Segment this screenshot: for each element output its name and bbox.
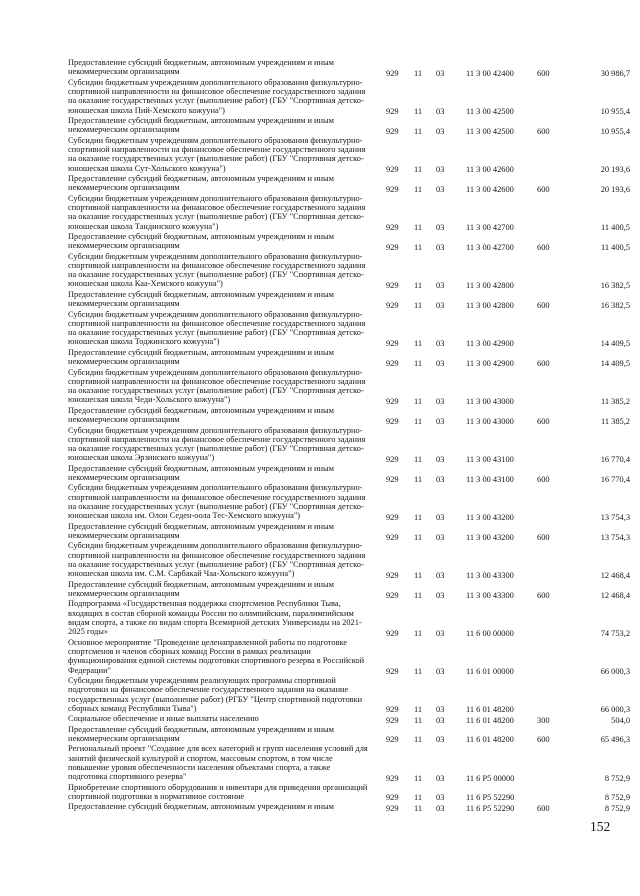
subsection-code: 03 [436, 300, 445, 310]
table-row [0, 714, 640, 723]
target-article-code: 11 3 00 43200 [466, 512, 514, 522]
ministry-code: 929 [386, 358, 399, 368]
target-article-code: 11 6 01 48200 [466, 705, 514, 715]
description-line: некоммерческим организациям [68, 415, 180, 425]
description-line: юношеская школа Тоджинского кожууна") [68, 337, 220, 347]
amount-value: 8 752,9 [604, 773, 630, 783]
description-line: Субсидии бюджетным учреждениям реализующих программы спортивной [68, 675, 336, 685]
description-line: на оказание государственных услуг (выполнение работ) (ГБУ "Спортивная детско- [68, 444, 364, 454]
ministry-code: 929 [386, 793, 399, 803]
description-line: спортивной направленности на финансовое обеспечение государственного задания [68, 550, 366, 560]
subsection-code: 03 [436, 107, 445, 117]
row-description [68, 348, 378, 367]
description-line: Субсидии бюджетным учреждениям дополнительного образования физкультурно- [68, 367, 363, 377]
row-description [68, 580, 378, 599]
row-description [68, 252, 378, 289]
description-line: некоммерческим организациям [68, 473, 180, 483]
target-article-code: 11 3 00 42600 [466, 184, 514, 194]
row-description [68, 116, 378, 135]
section-code: 11 [414, 773, 423, 783]
ministry-code: 929 [386, 628, 399, 638]
section-code: 11 [414, 474, 423, 484]
subsection-code: 03 [436, 628, 445, 638]
description-line: Социальное обеспечение и иные выплаты населению [68, 714, 259, 724]
section-code: 11 [414, 280, 423, 290]
description-line: Подпрограмма «Государственная поддержка спортсменов Республики Тыва, [68, 599, 341, 609]
amount-value: 12 468,4 [600, 590, 630, 600]
description-line: юношеская школа Каа-Хемского кожууна") [68, 279, 223, 289]
description-line: Региональный проект "Создание для всех категорий и групп населения условий для [68, 744, 368, 754]
ministry-code: 929 [386, 126, 399, 136]
amount-value: 11 400,5 [600, 242, 630, 252]
subsection-code: 03 [436, 242, 445, 252]
section-code: 11 [414, 735, 423, 745]
target-article-code: 11 3 00 42600 [466, 165, 514, 175]
subsection-code: 03 [436, 793, 445, 803]
row-description [68, 522, 378, 541]
description-line: Предоставление субсидий бюджетным, автономным учреждениям и иным [68, 58, 334, 67]
section-code: 11 [414, 793, 423, 803]
table-row [0, 426, 640, 463]
table-row [0, 174, 640, 193]
description-line: подготовки на финансовое обеспечение государственного задания на оказание [68, 685, 349, 695]
table-row [0, 599, 640, 636]
target-article-code: 11 3 00 42800 [466, 300, 514, 310]
subsection-code: 03 [436, 773, 445, 783]
budget-table [0, 58, 640, 813]
row-description [68, 541, 378, 578]
target-article-code: 11 3 00 43000 [466, 396, 514, 406]
amount-value: 30 986,7 [600, 68, 630, 78]
amount-value: 13 754,3 [600, 532, 630, 542]
description-line: на оказание государственных услуг (выполнение работ) (ГБУ "Спортивная детско- [68, 502, 364, 512]
target-article-code: 11 6 P5 00000 [466, 773, 515, 783]
ministry-code: 929 [386, 184, 399, 194]
description-line: Субсидии бюджетным учреждениям дополнительного образования физкультурно- [68, 193, 363, 203]
target-article-code: 11 3 00 43100 [466, 454, 514, 464]
section-code: 11 [414, 184, 423, 194]
table-row [0, 802, 640, 811]
row-description [68, 232, 378, 251]
row-description [68, 783, 378, 802]
table-row [0, 310, 640, 347]
amount-value: 14 409,5 [600, 338, 630, 348]
row-description [68, 599, 378, 636]
table-row [0, 541, 640, 578]
description-line: Субсидии бюджетным учреждениям дополнительного образования физкультурно- [68, 309, 363, 319]
subsection-code: 03 [436, 454, 445, 464]
description-line: Субсидии бюджетным учреждениям дополнительного образования физкультурно- [68, 135, 363, 145]
target-article-code: 11 3 00 42900 [466, 338, 514, 348]
description-line: некоммерческим организациям [68, 299, 180, 309]
table-row [0, 744, 640, 781]
row-description [68, 714, 378, 723]
target-article-code: 11 6 01 00000 [466, 667, 514, 677]
subsection-code: 03 [436, 280, 445, 290]
amount-value: 20 193,6 [600, 184, 630, 194]
subsection-code: 03 [436, 590, 445, 600]
description-line: Основное мероприятие "Проведение целенаправленной работы по подготовке [68, 637, 348, 647]
section-code: 11 [414, 715, 423, 725]
target-article-code: 11 3 00 43300 [466, 570, 514, 580]
subsection-code: 03 [436, 165, 445, 175]
expense-type-code: 600 [537, 735, 550, 745]
amount-value: 11 385,2 [600, 416, 630, 426]
subsection-code: 03 [436, 184, 445, 194]
description-line: на оказание государственных услуг (выполнение работ) (ГБУ "Спортивная детско- [68, 328, 364, 338]
description-line: спортивной направленности на финансовое обеспечение государственного задания [68, 492, 366, 502]
target-article-code: 11 3 00 43100 [466, 474, 514, 484]
target-article-code: 11 6 P5 52290 [466, 793, 515, 803]
amount-value: 16 770,4 [600, 454, 630, 464]
expense-type-code: 600 [537, 68, 550, 78]
ministry-code: 929 [386, 532, 399, 542]
amount-value: 8 752,9 [604, 793, 630, 803]
target-article-code: 11 3 00 43300 [466, 590, 514, 600]
description-line: на оказание государственных услуг (выполнение работ) (ГБУ "Спортивная детско- [68, 154, 364, 164]
target-article-code: 11 3 00 42800 [466, 280, 514, 290]
description-line: Предоставление субсидий бюджетным, автономным учреждениям и иным [68, 347, 334, 357]
expense-type-code: 600 [537, 184, 550, 194]
table-row [0, 580, 640, 599]
subsection-code: 03 [436, 667, 445, 677]
subsection-code: 03 [436, 338, 445, 348]
row-description [68, 426, 378, 463]
amount-value: 20 193,6 [600, 165, 630, 175]
table-row [0, 676, 640, 713]
description-line: сборных команд Республики Тыва") [68, 703, 197, 713]
description-line: спортивной направленности на финансовое обеспечение государственного задания [68, 144, 366, 154]
description-line: видам спорта, а также по видам спорта Всемирной детских Универсиады на 2021- [68, 618, 362, 627]
row-description [68, 676, 378, 713]
ministry-code: 929 [386, 667, 399, 677]
amount-value: 66 000,3 [600, 667, 630, 677]
description-line: юношеская школа Пий-Хемского кожууна") [68, 105, 225, 115]
ministry-code: 929 [386, 242, 399, 252]
description-line: Субсидии бюджетным учреждениям дополнительного образования физкультурно- [68, 425, 363, 435]
description-line: спортивной направленности на финансовое обеспечение государственного задания [68, 376, 366, 386]
expense-type-code: 300 [537, 715, 550, 725]
page-number: 152 [590, 819, 611, 834]
table-row [0, 78, 640, 115]
subsection-code: 03 [436, 416, 445, 426]
description-line: спортсменов и членов сборных команд России в рамках реализации [68, 646, 311, 656]
row-description [68, 464, 378, 483]
description-line: некоммерческим организациям [68, 589, 180, 599]
description-line: повышение уровня обеспеченности населения объектами спорта, а также [68, 762, 331, 772]
row-description [68, 58, 378, 77]
table-row [0, 522, 640, 541]
amount-value: 10 955,4 [600, 107, 630, 117]
row-description [68, 406, 378, 425]
target-article-code: 11 3 00 42700 [466, 223, 514, 233]
amount-value: 504,0 [611, 715, 630, 725]
subsection-code: 03 [436, 68, 445, 78]
amount-value: 8 752,9 [604, 803, 630, 813]
ministry-code: 929 [386, 416, 399, 426]
section-code: 11 [414, 628, 423, 638]
description-line: подготовка спортивного резерва" [68, 772, 187, 782]
description-line: Предоставление субсидий бюджетным, автономным учреждениям и иным [68, 173, 334, 183]
expense-type-code: 600 [537, 803, 550, 813]
amount-value: 14 409,5 [600, 358, 630, 368]
ministry-code: 929 [386, 68, 399, 78]
subsection-code: 03 [436, 396, 445, 406]
expense-type-code: 600 [537, 358, 550, 368]
description-line: юношеская школа им. Олон Седен-оола Тес-Хемского кожууна") [68, 511, 301, 521]
table-row [0, 348, 640, 367]
table-row [0, 406, 640, 425]
amount-value: 16 382,5 [600, 280, 630, 290]
section-code: 11 [414, 223, 423, 233]
description-line: входящих в состав сборной команды России по олимпийским, паралимпийским [68, 608, 354, 618]
description-line: некоммерческим организациям [68, 357, 180, 367]
description-line: Предоставление субсидий бюджетным, автономным учреждениям и иным [68, 579, 334, 589]
target-article-code: 11 3 00 42900 [466, 358, 514, 368]
description-line: юношеская школа Эрзинского кожууна") [68, 453, 215, 463]
description-line: юношеская школа Тандинского кожууна") [68, 221, 219, 231]
section-code: 11 [414, 512, 423, 522]
description-line: Субсидии бюджетным учреждениям дополнительного образования физкультурно- [68, 251, 363, 261]
ministry-code: 929 [386, 474, 399, 484]
table-row [0, 783, 640, 802]
row-description [68, 194, 378, 231]
description-line: Предоставление субсидий бюджетным, автономным учреждениям и иным [68, 405, 334, 415]
ministry-code: 929 [386, 705, 399, 715]
row-description [68, 136, 378, 173]
description-line: Субсидии бюджетным учреждениям дополнительного образования физкультурно- [68, 483, 363, 493]
description-line: некоммерческим организациям [68, 733, 180, 743]
target-article-code: 11 6 P5 52290 [466, 803, 515, 813]
table-row [0, 252, 640, 289]
section-code: 11 [414, 165, 423, 175]
section-code: 11 [414, 532, 423, 542]
amount-value: 16 382,5 [600, 300, 630, 310]
section-code: 11 [414, 667, 423, 677]
ministry-code: 929 [386, 165, 399, 175]
table-row [0, 58, 640, 77]
ministry-code: 929 [386, 773, 399, 783]
ministry-code: 929 [386, 396, 399, 406]
description-line: некоммерческим организациям [68, 183, 180, 193]
target-article-code: 11 6 01 48200 [466, 715, 514, 725]
section-code: 11 [414, 454, 423, 464]
row-description [68, 310, 378, 347]
section-code: 11 [414, 358, 423, 368]
section-code: 11 [414, 396, 423, 406]
description-line: спортивной направленности на финансовое обеспечение государственного задания [68, 202, 366, 212]
section-code: 11 [414, 803, 423, 813]
description-line: на оказание государственных услуг (выполнение работ) (ГБУ "Спортивная детско- [68, 212, 364, 222]
ministry-code: 929 [386, 107, 399, 117]
expense-type-code: 600 [537, 474, 550, 484]
description-line: спортивной направленности на финансовое обеспечение государственного задания [68, 86, 366, 96]
row-description [68, 174, 378, 193]
target-article-code: 11 3 00 42400 [466, 68, 514, 78]
expense-type-code: 600 [537, 300, 550, 310]
description-line: 2025 годы» [68, 627, 109, 637]
row-description [68, 638, 378, 675]
subsection-code: 03 [436, 803, 445, 813]
subsection-code: 03 [436, 512, 445, 522]
table-row [0, 136, 640, 173]
amount-value: 12 468,4 [600, 570, 630, 580]
ministry-code: 929 [386, 570, 399, 580]
description-line: Федерации" [68, 665, 111, 675]
section-code: 11 [414, 416, 423, 426]
description-line: спортивной направленности на финансовое обеспечение государственного задания [68, 434, 366, 444]
section-code: 11 [414, 338, 423, 348]
description-line: Предоставление субсидий бюджетным, автономным учреждениям и иным [68, 724, 334, 734]
description-line: на оказание государственных услуг (выполнение работ) (ГБУ "Спортивная детско- [68, 96, 364, 106]
description-line: некоммерческим организациям [68, 531, 180, 541]
ministry-code: 929 [386, 803, 399, 813]
section-code: 11 [414, 590, 423, 600]
section-code: 11 [414, 126, 423, 136]
target-article-code: 11 6 01 48200 [466, 735, 514, 745]
ministry-code: 929 [386, 223, 399, 233]
ministry-code: 929 [386, 735, 399, 745]
subsection-code: 03 [436, 735, 445, 745]
row-description [68, 802, 378, 811]
section-code: 11 [414, 300, 423, 310]
expense-type-code: 600 [537, 126, 550, 136]
amount-value: 65 496,3 [600, 735, 630, 745]
description-line: Предоставление субсидий бюджетным, автономным учреждениям и иным [68, 463, 334, 473]
description-line: Субсидии бюджетным учреждениям дополнительного образования физкультурно- [68, 77, 363, 87]
description-line: некоммерческим организациям [68, 125, 180, 135]
description-line: Приобретение спортивного оборудования и инвентаря для приведения организаций [68, 782, 368, 792]
target-article-code: 11 3 00 42500 [466, 126, 514, 136]
subsection-code: 03 [436, 223, 445, 233]
subsection-code: 03 [436, 532, 445, 542]
row-description [68, 368, 378, 405]
section-code: 11 [414, 107, 423, 117]
expense-type-code: 600 [537, 416, 550, 426]
table-row [0, 232, 640, 251]
table-row [0, 464, 640, 483]
amount-value: 11 400,5 [600, 223, 630, 233]
description-line: на оказание государственных услуг (выполнение работ) (ГБУ "Спортивная детско- [68, 560, 364, 570]
ministry-code: 929 [386, 280, 399, 290]
table-row [0, 194, 640, 231]
ministry-code: 929 [386, 512, 399, 522]
table-row [0, 290, 640, 309]
ministry-code: 929 [386, 590, 399, 600]
description-line: занятий физической культурой и спортом, массовым спортом, в том числе [68, 753, 333, 763]
amount-value: 66 000,3 [600, 705, 630, 715]
ministry-code: 929 [386, 300, 399, 310]
subsection-code: 03 [436, 715, 445, 725]
description-line: некоммерческим организациям [68, 67, 180, 77]
table-row [0, 368, 640, 405]
description-line: Предоставление субсидий бюджетным, автономным учреждениям и иным [68, 802, 334, 812]
table-row [0, 725, 640, 744]
amount-value: 11 385,2 [600, 396, 630, 406]
target-article-code: 11 3 00 42700 [466, 242, 514, 252]
expense-type-code: 600 [537, 242, 550, 252]
amount-value: 10 955,4 [600, 126, 630, 136]
section-code: 11 [414, 705, 423, 715]
amount-value: 74 753,2 [600, 628, 630, 638]
subsection-code: 03 [436, 570, 445, 580]
target-article-code: 11 3 00 43200 [466, 532, 514, 542]
row-description [68, 725, 378, 744]
description-line: Предоставление субсидий бюджетным, автономным учреждениям и иным [68, 115, 334, 125]
target-article-code: 11 3 00 43000 [466, 416, 514, 426]
ministry-code: 929 [386, 454, 399, 464]
ministry-code: 929 [386, 715, 399, 725]
description-line: Предоставление субсидий бюджетным, автономным учреждениям и иным [68, 521, 334, 531]
subsection-code: 03 [436, 358, 445, 368]
amount-value: 16 770,4 [600, 474, 630, 484]
description-line: спортивной подготовки в нормативное состояние [68, 791, 245, 801]
table-row [0, 116, 640, 135]
description-line: Предоставление субсидий бюджетным, автономным учреждениям и иным [68, 289, 334, 299]
description-line: на оказание государственных услуг (выполнение работ) (ГБУ "Спортивная детско- [68, 270, 364, 280]
description-line: Предоставление субсидий бюджетным, автономным учреждениям и иным [68, 231, 334, 241]
expense-type-code: 600 [537, 590, 550, 600]
table-row [0, 638, 640, 675]
description-line: спортивной направленности на финансовое обеспечение государственного задания [68, 318, 366, 328]
description-line: спортивной направленности на финансовое обеспечение государственного задания [68, 260, 366, 270]
description-line: юношеская школа Чеди-Хольского кожууна") [68, 395, 231, 405]
amount-value: 13 754,3 [600, 512, 630, 522]
ministry-code: 929 [386, 338, 399, 348]
section-code: 11 [414, 242, 423, 252]
row-description [68, 744, 378, 781]
subsection-code: 03 [436, 126, 445, 136]
subsection-code: 03 [436, 705, 445, 715]
description-line: юношеская школа им. С.М. Сарбакай Чаа-Хольского кожууна") [68, 569, 295, 579]
target-article-code: 11 3 00 42500 [466, 107, 514, 117]
row-description [68, 78, 378, 115]
target-article-code: 11 6 00 00000 [466, 628, 514, 638]
row-description [68, 290, 378, 309]
description-line: юношеская школа Сут-Хольского кожууна") [68, 163, 226, 173]
description-line: некоммерческим организациям [68, 241, 180, 251]
description-line: функционирования единой системы подготовки спортивного резерва в Российской [68, 656, 365, 666]
description-line: Субсидии бюджетным учреждениям дополнительного образования физкультурно- [68, 541, 363, 551]
section-code: 11 [414, 68, 423, 78]
description-line: на оказание государственных услуг (выполнение работ) (ГБУ "Спортивная детско- [68, 386, 364, 396]
section-code: 11 [414, 570, 423, 580]
description-line: государственных услуг (выполнение работ) (РГБУ "Центр спортивной подготовки [68, 694, 363, 704]
row-description [68, 483, 378, 520]
expense-type-code: 600 [537, 532, 550, 542]
subsection-code: 03 [436, 474, 445, 484]
table-row [0, 483, 640, 520]
